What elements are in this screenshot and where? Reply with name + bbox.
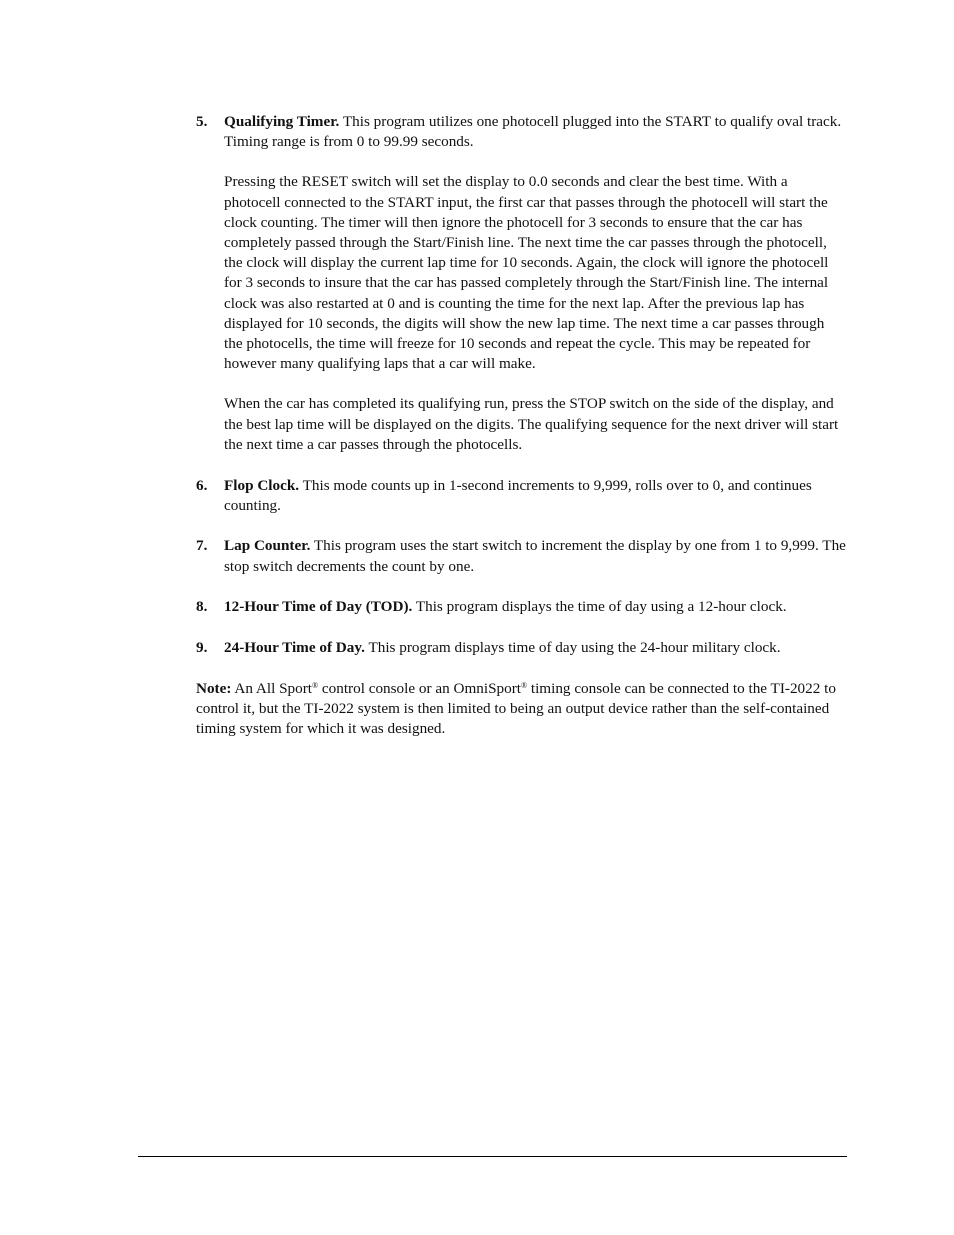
item-title: Lap Counter. [224, 537, 311, 555]
note-text: control console or an OmniSport [318, 679, 521, 697]
note-label: Note: [196, 679, 232, 697]
item-text: This mode counts up in 1-second increments to 9,999, rolls over to 0, and continues counting. [224, 476, 812, 514]
list-item-12-hour-tod [196, 597, 846, 617]
item-paragraph: Pressing the RESET switch will set the display to 0.0 seconds and clear the best time. With a photocell connected to the START input, the first car that passes through the photocell will start the clock counting. The timer will then ignore the photocell for 3 seconds to ensure that the car has completely passed through the Start/Finish line. The next time the car passes through the photocell, the clock will display the current lap time for 10 seconds. Again, the clock will ignore the photocell for 3 seconds to insure that the car has passed completely through the Start/Finish line. The internal clock was also restarted at 0 and is counting the time for the next lap. After the previous lap has displayed for 10 seconds, the digits will show the new lap time. The next time a car passes through the photocells, the time will freeze for 10 seconds and repeat the cycle. This may be repeated for however many qualifying laps that a car will make. [224, 173, 829, 373]
item-text: This program uses the start switch to increment the display by one from 1 to 9,999. The stop switch decrements the count by one. [224, 537, 846, 575]
list-item-lap-counter [196, 536, 846, 576]
note-text: timing console can be connected to the TI-2022 to control it, but the TI-2022 system is then limited to being an output device rather than the self-contained timing system for which it was designed. [196, 679, 836, 738]
list-item-24-hour-tod [196, 638, 846, 658]
item-number: 6. [196, 476, 208, 494]
item-paragraph: When the car has completed its qualifying run, press the STOP switch on the side of the display, and the best lap time will be displayed on the digits. The qualifying sequence for the next driver will start the next time a car passes through the photocells. [224, 395, 839, 453]
item-paragraph [224, 638, 846, 658]
item-text: This program utilizes one photocell plugged into the START to qualify oval track. Timing range is from 0 to 99.99 seconds. [224, 113, 842, 151]
item-paragraph [224, 112, 846, 152]
list-item-flop-clock [196, 476, 846, 516]
item-paragraph [224, 597, 846, 617]
item-number: 8. [196, 598, 208, 616]
item-paragraph [224, 476, 846, 516]
item-number: 7. [196, 537, 208, 555]
item-text: This program displays the time of day using a 12-hour clock. [412, 598, 787, 616]
document-body [196, 112, 846, 739]
item-title: 24-Hour Time of Day. [224, 639, 365, 657]
item-paragraph [224, 536, 846, 576]
note-text: An All Sport [231, 679, 313, 697]
registered-mark: ® [520, 680, 528, 690]
registered-mark: ® [312, 680, 319, 690]
item-title: 12-Hour Time of Day (TOD). [224, 598, 413, 616]
list-item-qualifying-timer [196, 112, 846, 455]
item-title: Qualifying Timer. [224, 113, 340, 130]
footer-divider [138, 1156, 847, 1157]
item-number: 9. [196, 639, 208, 657]
item-title: Flop Clock. [224, 476, 300, 494]
item-text: This program displays time of day using the 24-hour military clock. [364, 639, 781, 657]
note-paragraph [196, 679, 846, 740]
item-number: 5. [196, 113, 208, 130]
